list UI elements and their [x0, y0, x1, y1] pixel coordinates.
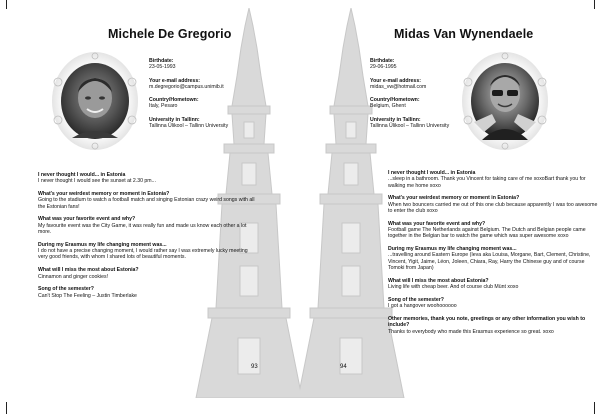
question: What was your favorite event and why? — [38, 216, 136, 223]
info-value: m.degregorio@campus.unimib.it — [149, 83, 224, 90]
info-label: Your e-mail address: — [370, 77, 421, 84]
page-number: 93 — [251, 364, 258, 370]
info-label: University in Tallinn: — [370, 116, 421, 123]
question: During my Erasmus my life changing moment was... — [388, 246, 517, 253]
answer: Football game The Netherlands against Belgium. The Dutch and Belgian people came together in the Belgian bar to watch the game which was super awesome xoxo — [388, 227, 586, 240]
qa-section — [38, 172, 258, 305]
question: Song of the semester? — [38, 286, 94, 293]
info-value: Italy, Pesaro — [149, 103, 178, 110]
info-label: Birthdate: — [370, 58, 395, 64]
crop-mark — [6, 0, 19, 9]
info-value: midas_vw@hotmail.com — [370, 83, 427, 90]
info-value: 23-05-1993 — [149, 64, 176, 71]
question: Song of the semester? — [388, 296, 444, 303]
student-name: Michele De Gregorio — [108, 27, 232, 41]
portrait-photo-icon — [52, 52, 138, 150]
answer: I do not have a precise changing moment, I would rather say I was extremely lucky meeting very good friends, with whom I shared lots of beautiful moments. — [38, 248, 248, 261]
question: Other memories, thank you note, greetings or any other information you wish to include? — [388, 316, 586, 329]
crop-mark — [582, 0, 595, 9]
question: What will I miss the most about Estonia? — [388, 277, 489, 284]
answer: Living life with cheap beer. And of course club Münt xoxo — [388, 284, 519, 291]
answer: I got a hangover woohoooooo — [388, 303, 457, 310]
answer: Going to the stadium to watch a football match and singing Estonian crazy weird songs with all the Estonian fans! — [38, 197, 255, 210]
student-name: Midas Van Wynendaele — [394, 27, 534, 41]
answer: My favourite event was the City Game, it was really fun and made us know each other a lot more. — [38, 222, 247, 236]
info-value: Tallinna Ülikool – Tallinn University — [370, 123, 450, 130]
answer: ...travelling around Eastern Europe (Ieva aka Louisa, Morgane, Bart, Clement, Christine, Vincent, Yigit, Jaime, Léon, Joleen, Chiara, Ray, Harry the Chinese guy and of course Tomoki from Japan) — [388, 252, 591, 272]
answer: ...sleep in a bathroom. Thank you Vincent for taking care of me xoxoBart thank you for walking me home xoxo — [388, 176, 586, 189]
question: What was your favorite event and why? — [388, 220, 486, 227]
info-label: Birthdate: — [149, 58, 174, 64]
question: What will I miss the most about Estonia? — [38, 267, 139, 274]
page-number: 94 — [340, 364, 347, 370]
info-block — [149, 58, 259, 136]
question: During my Erasmus my life changing moment was... — [38, 241, 167, 248]
qa-section — [388, 170, 598, 341]
right-page — [300, 0, 600, 414]
crop-mark — [6, 402, 19, 414]
info-value: 29-06-1995 — [370, 64, 397, 71]
question: I never thought I would... in Estonia — [388, 170, 476, 176]
question: What's your weirdest memory or moment in Estonia? — [388, 195, 520, 202]
info-label: Your e-mail address: — [149, 77, 200, 84]
info-label: Country/Hometown: — [149, 97, 199, 104]
info-value: Belgium, Ghent — [370, 103, 406, 110]
answer: I never thought I would see the sunset at 2.30 pm... — [38, 178, 156, 185]
info-block — [370, 58, 480, 136]
answer: Thanks to everybody who made this Erasmus experience so great. xoxo — [388, 328, 554, 335]
crop-mark — [582, 402, 595, 414]
answer: Can't Stop The Feeling – Justin Timberlake — [38, 292, 137, 299]
question: I never thought I would... in Estonia — [38, 172, 126, 178]
answer: Cinnamon and ginger cookies! — [38, 273, 109, 280]
info-label: University in Tallinn: — [149, 116, 200, 123]
question: What's your weirdest memory or moment in Estonia? — [38, 191, 170, 198]
answer: When two bouncers carried me out of this one club because apparently I was too awesome to enter the club xoxo — [388, 201, 598, 214]
info-label: Country/Hometown: — [370, 97, 420, 104]
info-value: Tallinna Ülikool – Tallinn University — [149, 123, 229, 130]
